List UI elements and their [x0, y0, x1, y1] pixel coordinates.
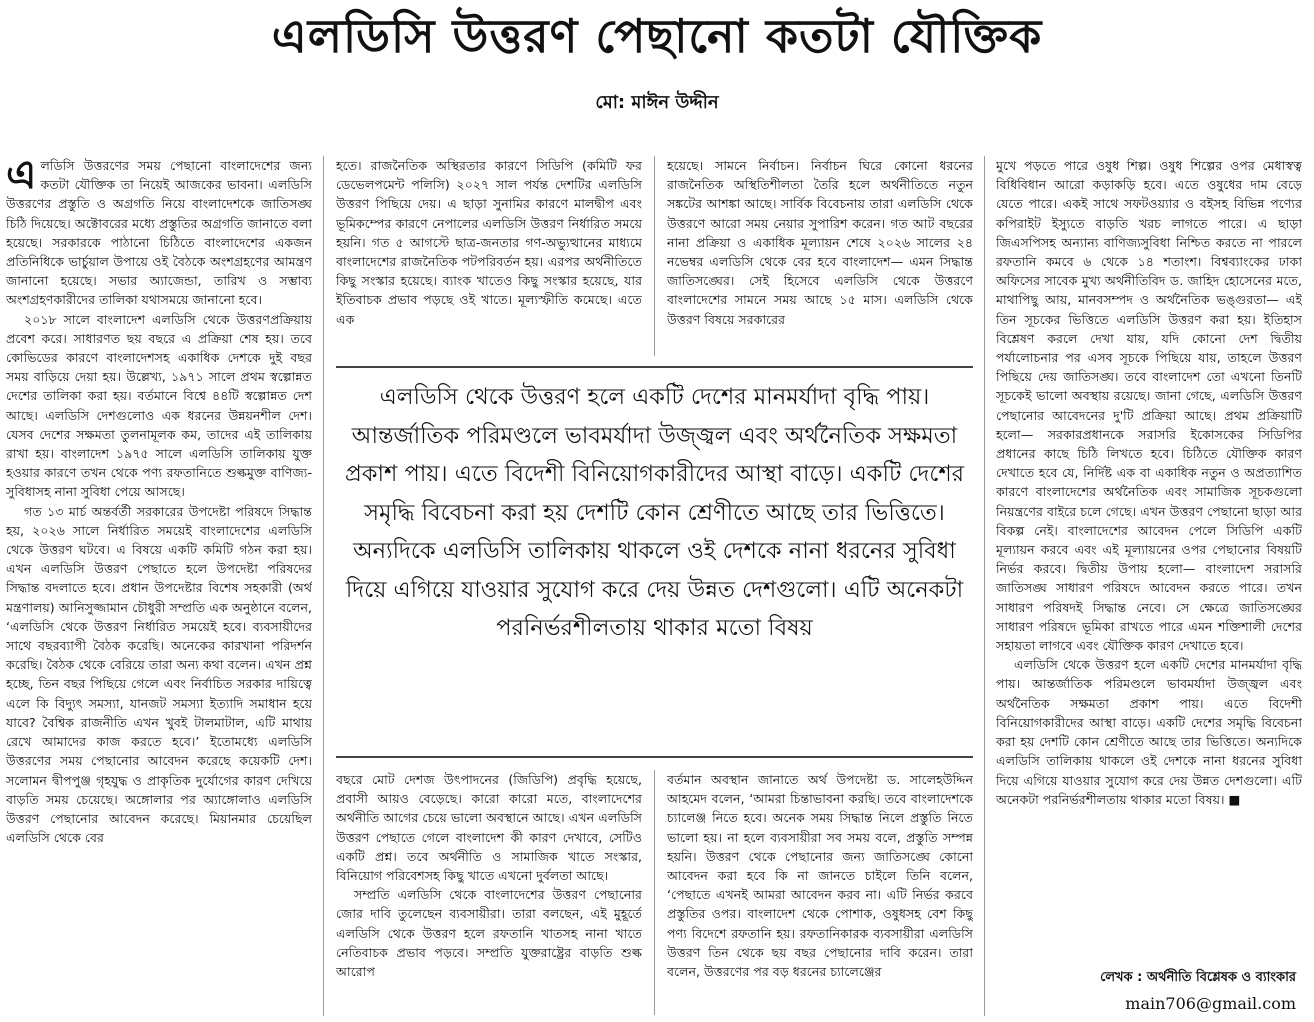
byline: মো: মাঈন উদ্দীন — [595, 92, 719, 113]
column-2-top — [336, 156, 642, 356]
column-1 — [6, 156, 312, 1016]
column-4 — [996, 156, 1302, 976]
paragraph: হয়েছে। সামনে নির্বাচন। নির্বাচন ঘিরে কোনো ধরনের রাজনৈতিক অস্থিতিশীলতা তৈরি হলে অর্থনীতিতে নতুন সঙ্কটের আশঙ্কা আছে। সার্বিক বিবেচনায় তারা এলডিসি থেকে উত্তরণে আরো সময় নেয়ার সুপারিশ করেন। গত আট বছরের নানা প্রক্রিয়া ও একাধিক মূল্যায়ন শেষে ২০২৬ সালের ২৪ নভেম্বর এলডিসি থেকে বের হবে বাংলাদেশ— এমন সিদ্ধান্ত জাতিসঙ্ঘের। সেই হিসেবে এলডিসি থেকে উত্তরণে বাংলাদেশের সামনে সময় আছে ১৫ মাস। এলডিসি থেকে উত্তরণ বিষয়ে সরকারের — [667, 158, 973, 327]
pull-quote: এলডিসি থেকে উত্তরণ হলে একটি দেশের মানমর্যাদা বৃদ্ধি পায়। আন্তর্জাতিক পরিমণ্ডলে ভাবমর্যাদা উজ্জ্বল এবং অর্থনৈতিক সক্ষমতা প্রকাশ পায়। এতে বিদেশী বিনিয়োগকারীদের আস্থা বাড়ে। একটি দেশের সমৃদ্ধি বিবেচনা করা হয় দেশটি কোন শ্রেণীতে আছে তার ভিত্তিতে। অন্যদিকে এলডিসি তালিকায় থাকলে ওই দেশকে নানা ধরনের সুবিধা দিয়ে এগিয়ে যাওয়ার সুযোগ করে দেয় উন্নত দেশগুলো। এটি অনেকটা পরনির্ভরশীলতায় থাকার মতো বিষয় — [336, 366, 973, 758]
column-divider — [984, 156, 985, 1016]
column-divider — [654, 156, 655, 356]
paragraph: হতে। রাজনৈতিক অস্থিরতার কারণে সিডিপি (কমিটি ফর ডেভেলপমেন্ট পলিসি) ২০২৭ সাল পর্যন্ত দেশটির এলডিসি উত্তরণ পিছিয়ে দেয়। এ ছাড়া সুনামির কারণে মালদ্বীপ এবং ভূমিকম্পের কারণে নেপালের এলডিসি উত্তরণ নির্ধারিত সময়ে হয়নি। গত ৫ আগস্টে ছাত্র-জনতার গণ-অভ্যুত্থানের মাধ্যমে বাংলাদেশের রাজনৈতিক পটপরিবর্তন হয়। এরপর অর্থনীতিতে কিছু সংস্কার হয়েছে। ব্যাংক খাতেও কিছু সংস্কার হয়েছে, যার ইতিবাচক প্রভাব পড়ছে ওই খাতে। মূল্যস্ফীতি কমেছে। এতে এক — [336, 158, 642, 327]
paragraph: এলডিসি থেকে উত্তরণ হলে একটি দেশের মানমর্যাদা বৃদ্ধি পায়। আন্তর্জাতিক পরিমণ্ডলে ভাবমর্যাদা উজ্জ্বল এবং অর্থনৈতিক সক্ষমতা প্রকাশ পায়। এতে বিদেশী বিনিয়োগকারীদের আস্থা বাড়ে। একটি দেশের সমৃদ্ধি বিবেচনা করা হয় দেশটি কোন শ্রেণীতে আছে তার ভিত্তিতে। অন্যদিকে এলডিসি তালিকায় থাকলে ওই দেশকে নানা ধরনের সুবিধা দিয়ে এগিয়ে যাওয়ার সুযোগ করে দেয় উন্নত দেশগুলো। এটি অনেকটা পরনির্ভরশীলতায় থাকার মতো বিষয়। ■ — [996, 657, 1302, 807]
column-2-bottom — [336, 770, 642, 1015]
column-3-top — [667, 156, 973, 356]
paragraph: এলডিসি উত্তরণের সময় পেছানো বাংলাদেশের জন্য কতটা যৌক্তিক তা নিয়েই আজকের ভাবনা। এলডিসি উত্তরণের প্রস্তুতি ও অগ্রগতি নিয়ে বাংলাদেশকে জাতিসঙ্ঘ চিঠি দিয়েছে। অক্টোবরের মধ্যে প্রস্তুতির অগ্রগতি জানাতে বলা হয়েছে। সরকারকে পাঠানো চিঠিতে বাংলাদেশের একজন প্রতিনিধিকে ভার্চুয়াল উপায়ে ওই বৈঠকে অংশগ্রহণের আমন্ত্রণ জানানো হয়েছে। সভার অ্যাজেন্ডা, তারিখ ও সম্ভাব্য অংশগ্রহণকারীদের তালিকা যথাসময়ে জানানো হবে। — [6, 156, 312, 308]
column-divider — [654, 770, 655, 1015]
paragraph: সম্প্রতি এলডিসি থেকে বাংলাদেশের উত্তরণ পেছানোর জোর দাবি তুলেছেন ব্যবসায়ীরা। তারা বলছেন, এই মুহূর্তে এলডিসি থেকে উত্তরণ হলে রফতানি খাতসহ নানা খাতে নেতিবাচক প্রভাব পড়বে। সম্প্রতি যুক্তরাষ্ট্রের বাড়তি শুল্ক আরোপ — [336, 887, 642, 980]
drop-cap: এ — [6, 156, 37, 198]
paragraph: ২০১৮ সালে বাংলাদেশ এলডিসি থেকে উত্তরণপ্রক্রিয়ায় প্রবেশ করে। সাধারণত ছয় বছরে এ প্রক্রিয়া শেষ হয়। তবে কোভিডের কারণে বাংলাদেশসহ একাধিক দেশকে দুই বছর সময় বাড়িয়ে দেয়া হয়। উল্লেখ্য, ১৯৭১ সালে প্রথম স্বল্পোন্নত দেশের তালিকা করা হয়। বর্তমানে বিশ্বে ৪৪টি স্বল্পোন্নত দেশ আছে। এলডিসি দেশগুলোও এক ধরনের উন্নয়নশীল দেশ। যেসব দেশের সক্ষমতা তুলনামূলক কম, তাদের এই তালিকায় রাখা হয়। বাংলাদেশ ১৯৭৫ সালে এলডিসি তালিকায় যুক্ত হওয়ার কারণে তখন থেকে পণ্য রফতানিতে শুল্কমুক্ত বাণিজ্য-সুবিধাসহ নানা সুবিধা পেয়ে আসছে। — [6, 311, 312, 500]
paragraph: বছরে মোট দেশজ উৎপাদনের (জিডিপি) প্রবৃদ্ধি হয়েছে, প্রবাসী আয়ও বেড়েছে। কারো কারো মতে, বাংলাদেশের অর্থনীতি আগের চেয়ে ভালো অবস্থানে আছে। এখন এলডিসি উত্তরণ পেছাতে গেলে বাংলাদেশ কী কারণ দেখাবে, সেটিও একটি প্রশ্ন। তবে অর্থনীতি ও সামাজিক খাতে সংস্কার, বিনিয়োগ পরিবেশসহ কিছু খাতে এখনো দুর্বলতা আছে। — [336, 772, 642, 884]
paragraph: গত ১৩ মার্চ অন্তর্বর্তী সরকারের উপদেষ্টা পরিষদে সিদ্ধান্ত হয়, ২০২৬ সালে নির্ধারিত সময়েই বাংলাদেশের এলডিসি থেকে উত্তরণ ঘটবে। এ বিষয়ে একটি কমিটি গঠন করা হয়। এখন এলডিসি উত্তরণ পেছাতে হলে উপদেষ্টা পরিষদের সিদ্ধান্ত বদলাতে হবে। প্রধান উপদেষ্টার বিশেষ সহকারী (অর্থ মন্ত্রণালয়) আনিসুজ্জামান চৌধুরী সম্প্রতি এক অনুষ্ঠানে বলেন, ‘এলডিসি থেকে উত্তরণ নির্ধারিত সময়েই হবে। ব্যবসায়ীদের সাথে বছরব্যাপী বৈঠক করেছি। অনেকের কারখানা পরিদর্শন করেছি। বৈঠক থেকে বেরিয়ে তারা অন্য কথা বলেন। এখন প্রশ্ন হচ্ছে, তিন বছর পিছিয়ে গেলে এবং নির্বাচিত সরকার দায়িত্বে এলে কি বিদ্যুৎ সমস্যা, যানজট সমস্যা ইত্যাদি সমাধান হয়ে যাবে? বৈশ্বিক রাজনীতি এখন খুবই টালমাটাল, এটি মাথায় রেখে আমাদের কাজ করতে হবে।’ ইতোমধ্যে এলডিসি উত্তরণের সময় পেছানোর আবেদন করেছে কয়েকটি দেশ। সলোমন দ্বীপপুঞ্জ গৃহযুদ্ধ ও প্রাকৃতিক দুর্যোগের কারণ দেখিয়ে বাড়তি সময় চেয়েছে। অঙ্গোলার পর অ্যাঙ্গোলাও এলডিসি উত্তরণ পেছানোর আবেদন করেছে। মিয়ানমার চেয়েছিল এলডিসি থেকে বের — [6, 503, 312, 846]
author-credit: লেখক : অর্থনীতি বিশ্লেষক ও ব্যাংকার — [1100, 970, 1296, 985]
column-divider — [323, 156, 324, 1016]
column-3-bottom — [667, 770, 973, 1015]
paragraph: বর্তমান অবস্থান জানাতে অর্থ উপদেষ্টা ড. সালেহউদ্দিন আহমেদ বলেন, ‘আমরা চিন্তাভাবনা করছি। তবে বাংলাদেশকে চ্যালেঞ্জ নিতে হবে। অনেক সময় সিদ্ধান্ত নিলে প্রস্তুতি নিতে ভালো হয়। না হলে ব্যবসায়ীরা সব সময় বলে, প্রস্তুতি সম্পন্ন হয়নি। উত্তরণ থেকে পেছানোর জন্য জাতিসঙ্ঘে কোনো আবেদন করা হবে কি না জানতে চাইলে তিনি বলেন, ‘পেছাতে এখনই আমরা আবেদন করব না। এটি নির্ভর করবে প্রস্তুতির ওপর। বাংলাদেশ থেকে পোশাক, ওষুধসহ বেশ কিছু পণ্য বিদেশে রফতানি হয়। রফতানিকারক ব্যবসায়ীরা এলডিসি উত্তরণ তিন থেকে ছয় বছর পেছানোর দাবি করেন। তারা বলেন, উত্তরণের পর বড় ধরনের চ্যালেঞ্জের — [667, 772, 973, 980]
paragraph: মুখে পড়তে পারে ওষুধ শিল্প। ওষুধ শিল্পের ওপর মেধাস্বত্ব বিধিবিধান আরো কড়াকড়ি হবে। এতে ওষুধের দাম বেড়ে যেতে পারে। একই সাথে সফটওয়্যার ও বইসহ বিভিন্ন পণ্যের কপিরাইট ইস্যুতে বাড়তি খরচ লাগতে পারে। এ ছাড়া জিএসপিসহ অন্যান্য বাণিজ্যসুবিধা নিশ্চিত করতে না পারলে রফতানি কমবে ৬ থেকে ১৪ শতাংশ। বিশ্বব্যাংকের ঢাকা অফিসের সাবেক মুখ্য অর্থনীতিবিদ ড. জাহিদ হোসেনের মতে, মাথাপিছু আয়, মানবসম্পদ ও অর্থনৈতিক ভঙ্গুরতা— এই তিন সূচকের ভিত্তিতে এলডিসি উত্তরণ করা হয়। ইতিহাস বিশ্লেষণ করলে দেখা যায়, যদি কোনো দেশ দ্বিতীয় পর্যালোচনার পর এসব সূচকে পিছিয়ে যায়, তাহলে উত্তরণ পিছিয়ে দেয় জাতিসঙ্ঘ। তবে বাংলাদেশ তো এখনো তিনটি সূচকেই ভালো অবস্থায় রয়েছে। জানা গেছে, এলডিসি উত্তরণ পেছানোর আবেদনের দু'টি প্রক্রিয়া আছে। প্রথম প্রক্রিয়াটি হলো— সরকারপ্রধানকে সরাসরি ইকোসকের সিডিপির প্রধানের কাছে চিঠি লিখতে হবে। চিঠিতে যৌক্তিক কারণ দেখাতে হবে যে, নির্দিষ্ট এক বা একাধিক নতুন ও অপ্রত্যাশিত কারণে বাংলাদেশের অর্থনৈতিক এবং সামাজিক সূচকগুলো নিয়ন্ত্রণের বাইরে চলে গেছে। এখন উত্তরণ পেছানো ছাড়া আর বিকল্প নেই। বাংলাদেশের আবেদন পেলে সিডিপি একটি মূল্যায়ন করবে এবং এই মূল্যায়নের ওপর পেছানোর বিষয়টি নির্ভর করবে। দ্বিতীয় উপায় হলো— বাংলাদেশ সরাসরি জাতিসঙ্ঘ সাধারণ পরিষদে আবেদন করতে পারে। তখন সাধারণ পরিষদই সিদ্ধান্ত নেবে। সে ক্ষেত্রে জাতিসঙ্ঘের সাধারণ পরিষদে ভূমিকা রাখতে পারে এমন শক্তিশালী দেশের সহায়তা লাগবে এবং যৌক্তিক কারণ দেখাতে হবে। — [996, 158, 1302, 654]
headline: এলডিসি উত্তরণ পেছানো কতটা যৌক্তিক — [271, 9, 1043, 63]
author-email: main706@gmail.com — [1125, 994, 1296, 1013]
